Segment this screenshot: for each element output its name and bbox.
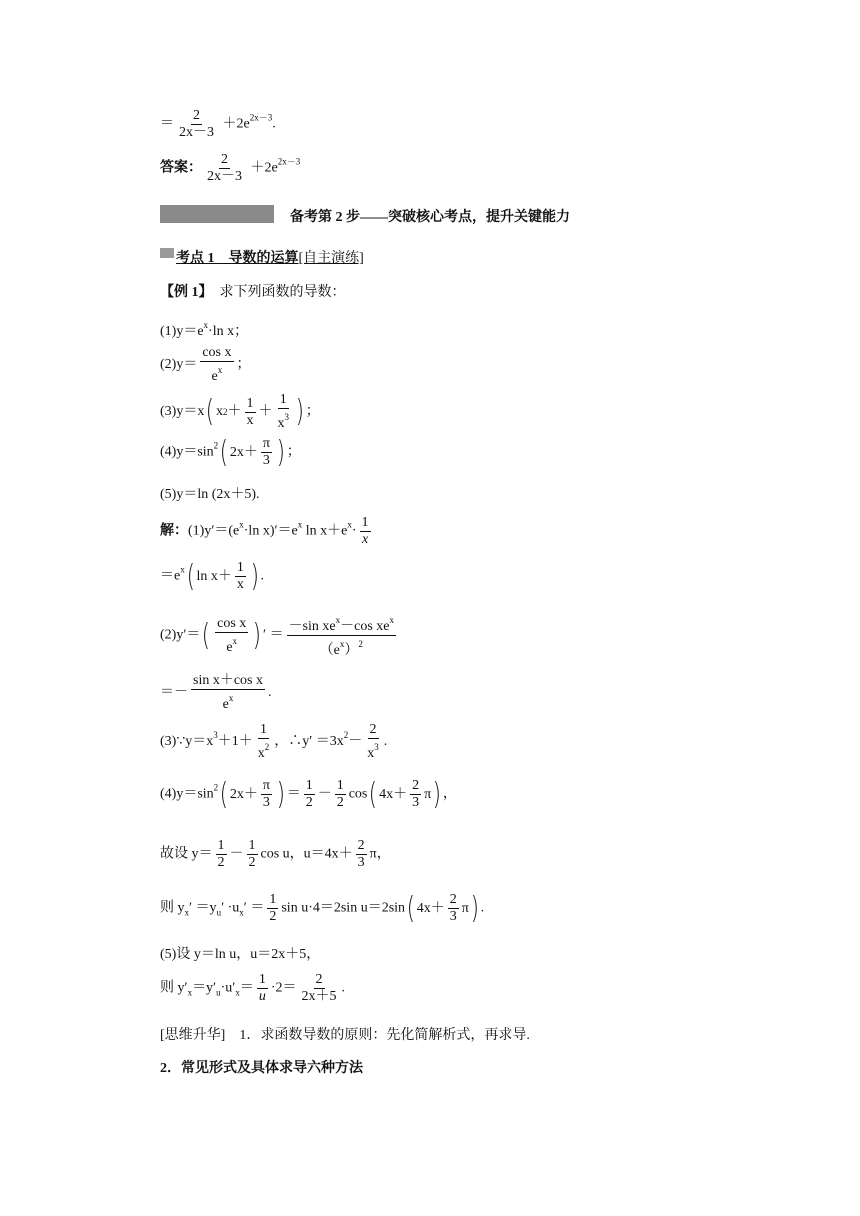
answer-line: 答案： $\frac{2}{2x-3}$ $+2e^{2x-3}$ bbox=[160, 152, 301, 184]
answer-label: 答案： bbox=[160, 160, 202, 176]
top-line-1: ＝ $\frac{2}{2x-3}$ $+2e^{2x-3}$. bbox=[160, 108, 276, 140]
example-heading: 【例 1】 求下列函数的导数： bbox=[160, 285, 346, 300]
question-2: (2)y＝ $\frac{\text{cos x}}{e^x}$ ； bbox=[160, 345, 251, 384]
solution-7: (5)设 y＝ln u，u＝2x＋5， bbox=[160, 947, 321, 962]
question-5: (5)y＝ln (2x＋5). bbox=[160, 487, 260, 502]
section-bar bbox=[160, 205, 274, 223]
solution-6: 则 $y_x' =y_u' \cdot u_x'$ ＝ $\frac{1}{2}$ sin u·4＝2sin u＝2sin ( 4x＋ $\frac{2}{3}$ π ) . bbox=[160, 890, 485, 926]
question-1: $(1)y=e^x\cdot\ln$ x； bbox=[160, 320, 249, 339]
keypoint-heading: 考点 1 导数的运算[自主演练] bbox=[176, 251, 364, 266]
summary-1: [思维升华] 1．求函数导数的原则：先化简解析式，再求导. bbox=[160, 1028, 530, 1043]
section-title: 备考第 2 步——突破核心考点，提升关键能力 bbox=[290, 210, 570, 225]
solution-8: 则 $y'_x=y'_u\cdot u'_x=$ $\frac{1}{u}$ ·2＝ $\frac{2}{2x+5}$ . bbox=[160, 972, 346, 1004]
keypoint-icon bbox=[160, 248, 174, 258]
question-4: $(4)y=\sin^2$ ( 2x＋ $\frac{\pi}{3}$ ) ； bbox=[160, 434, 301, 470]
solution-2: (2)y′＝ ( $\frac{\text{cos x}}{e^x}$ ) ′ ＝ $\frac{-\sin xe^x-\cos xe^x}{(e^x)^2}$ bbox=[160, 612, 399, 659]
fraction: $\frac{2}{2x-3}$ bbox=[179, 108, 214, 140]
solution-1b: $=e^x$ ( ln x＋ $\frac{1}{x}$ ) . bbox=[160, 558, 265, 594]
summary-2: 2．常见形式及具体求导六种方法 bbox=[160, 1061, 363, 1076]
solution-4: $(4)y=\sin^2$ ( 2x＋ $\frac{\pi}{3}$ ) ＝ $\frac{1}{2}$ － $\frac{1}{2}$ cos ( 4x＋ $\frac{2}{3}$ π ) ， bbox=[160, 776, 457, 812]
solution-3: $(3)\because y=x^3+1+$ $\frac{1}{x^2}$ ，∴y′ $=3x^2-$ $\frac{2}{x^3}$ . bbox=[160, 722, 388, 761]
question-3: (3)y＝x ( x 2 ＋ $\frac{1}{x}$ ＋ $\frac{1}{x^3}$ ) ； bbox=[160, 392, 320, 431]
solution-1: 解：$(1)y'=(e^x\cdot\ln$ $x)'=e^x$ $\ln x+e^x\cdot$ $\frac{1}{x}$ bbox=[160, 515, 369, 547]
fraction: $\frac{2}{2x-3}$ bbox=[207, 152, 242, 184]
solution-2b: ＝－ $\frac{\text{sin x＋cos x}}{e^x}$ . bbox=[160, 673, 272, 712]
solution-5: 故设 y＝ $\frac{1}{2}$ － $\frac{1}{2}$ cos u，u＝4x＋ $\frac{2}{3}$ π， bbox=[160, 838, 391, 870]
